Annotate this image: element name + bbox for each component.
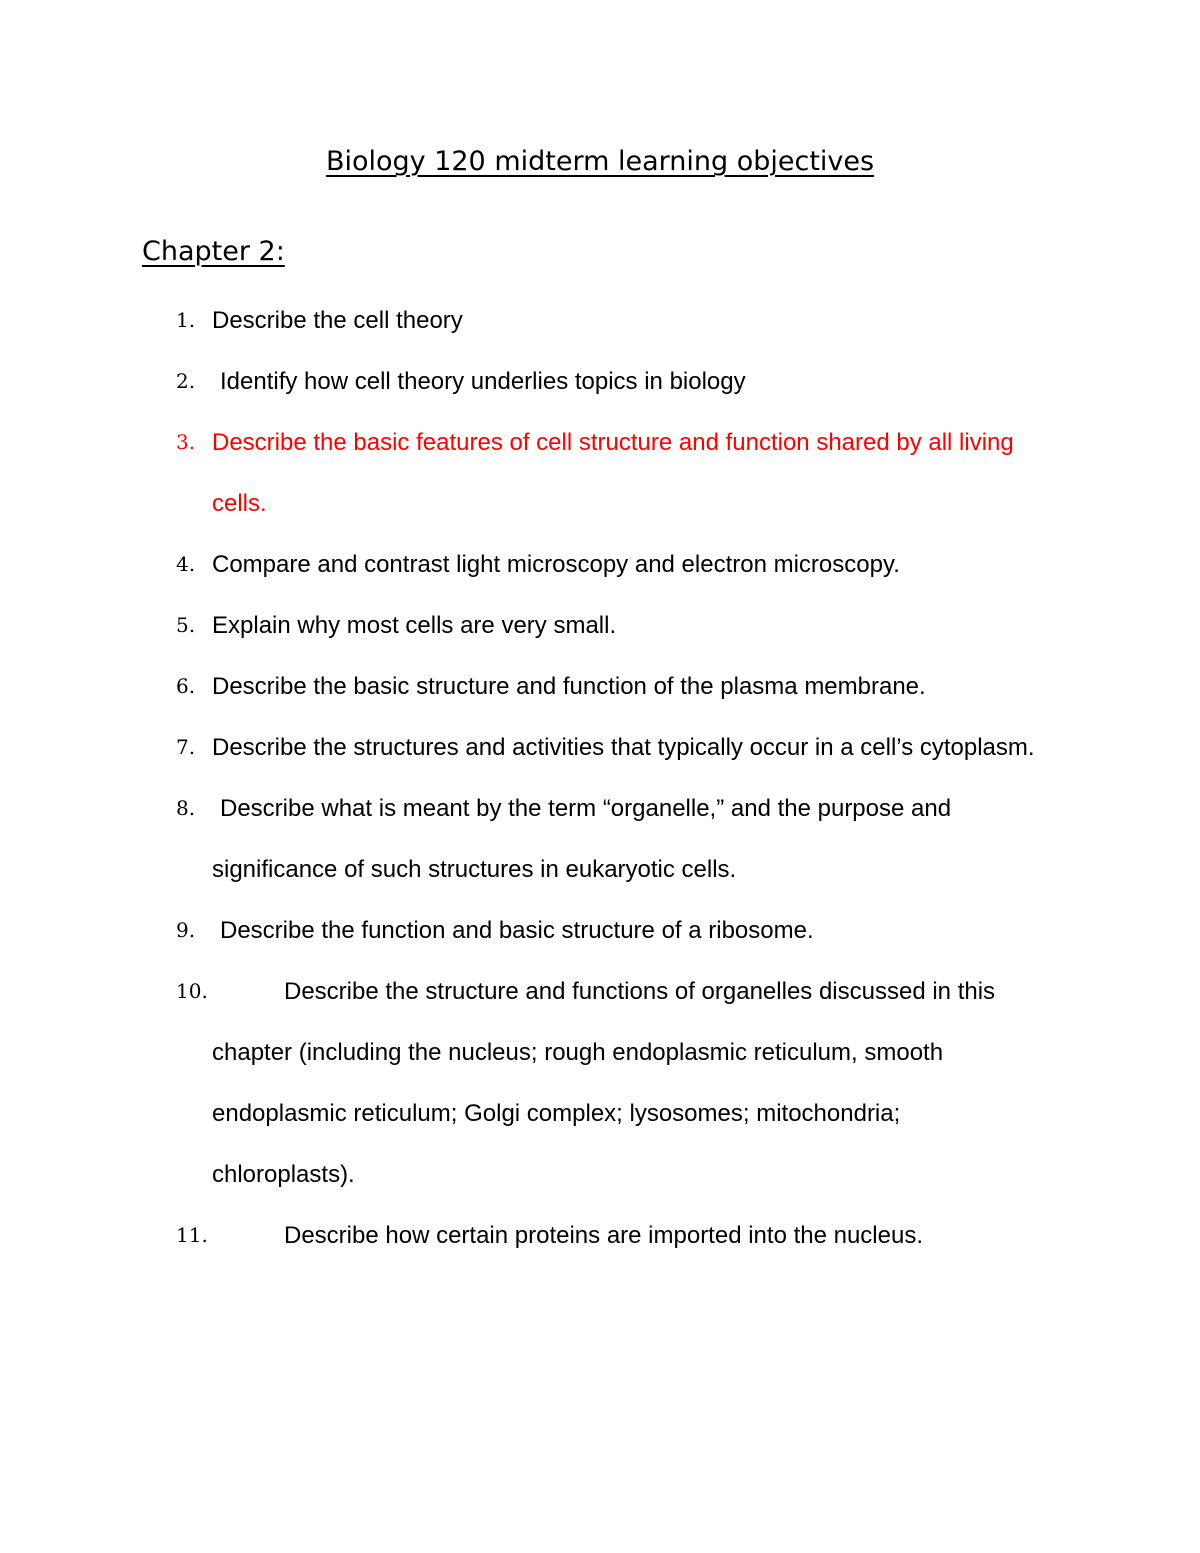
- objective-text: Describe what is meant by the term “organelle,” and the purpose and significance of such structures in eukaryotic cells.: [212, 795, 952, 883]
- objective-text: Compare and contrast light microscopy and electron microscopy.: [212, 551, 900, 578]
- objective-number: 8.: [176, 796, 196, 820]
- objective-item: [0, 351, 1200, 412]
- objective-item-highlighted: [0, 412, 1200, 534]
- objective-item: [0, 534, 1200, 595]
- objective-item: [0, 595, 1200, 656]
- document-title: Biology 120 midterm learning objectives: [325, 146, 875, 177]
- objective-item: [0, 778, 1200, 900]
- objective-text: Describe the structure and functions of organelles discussed in this chapter (including the nucleus; rough endoplasmic reticulum, smooth endoplasmic reticulum; Golgi complex; lysosomes; mitochondria; chloroplasts).: [212, 978, 996, 1188]
- objective-text: Describe the structures and activities that typically occur in a cell’s cytoplasm.: [212, 734, 1035, 761]
- objective-item: [0, 961, 1200, 1205]
- objective-item: [0, 717, 1200, 778]
- objective-number: 9.: [176, 918, 196, 942]
- chapter-heading: Chapter 2:: [142, 236, 285, 267]
- objective-item: [0, 656, 1200, 717]
- objective-text: Describe how certain proteins are imported into the nucleus.: [284, 1222, 923, 1249]
- objective-text: Explain why most cells are very small.: [212, 612, 617, 639]
- objective-text: Describe the basic structure and function of the plasma membrane.: [212, 673, 926, 700]
- objective-text: Describe the function and basic structure of a ribosome.: [220, 917, 814, 944]
- objective-item: [0, 900, 1200, 961]
- objective-number: 5.: [176, 613, 196, 637]
- objective-number: 7.: [176, 735, 196, 759]
- objective-text: Describe the cell theory: [212, 307, 463, 334]
- objective-number: 3.: [176, 430, 196, 454]
- objective-text: Describe the basic features of cell structure and function shared by all living cells.: [212, 429, 1014, 517]
- objective-number: 4.: [176, 552, 196, 576]
- objective-number: 2.: [176, 369, 196, 393]
- objectives-list: [0, 290, 1200, 1266]
- objective-item: [0, 1205, 1200, 1266]
- objective-number: 11.: [176, 1223, 208, 1247]
- objective-number: 1.: [176, 308, 196, 332]
- objective-text: Identify how cell theory underlies topics in biology: [220, 368, 746, 395]
- objective-item: [0, 290, 1200, 351]
- objective-number: 6.: [176, 674, 196, 698]
- objective-number: 10.: [176, 979, 208, 1003]
